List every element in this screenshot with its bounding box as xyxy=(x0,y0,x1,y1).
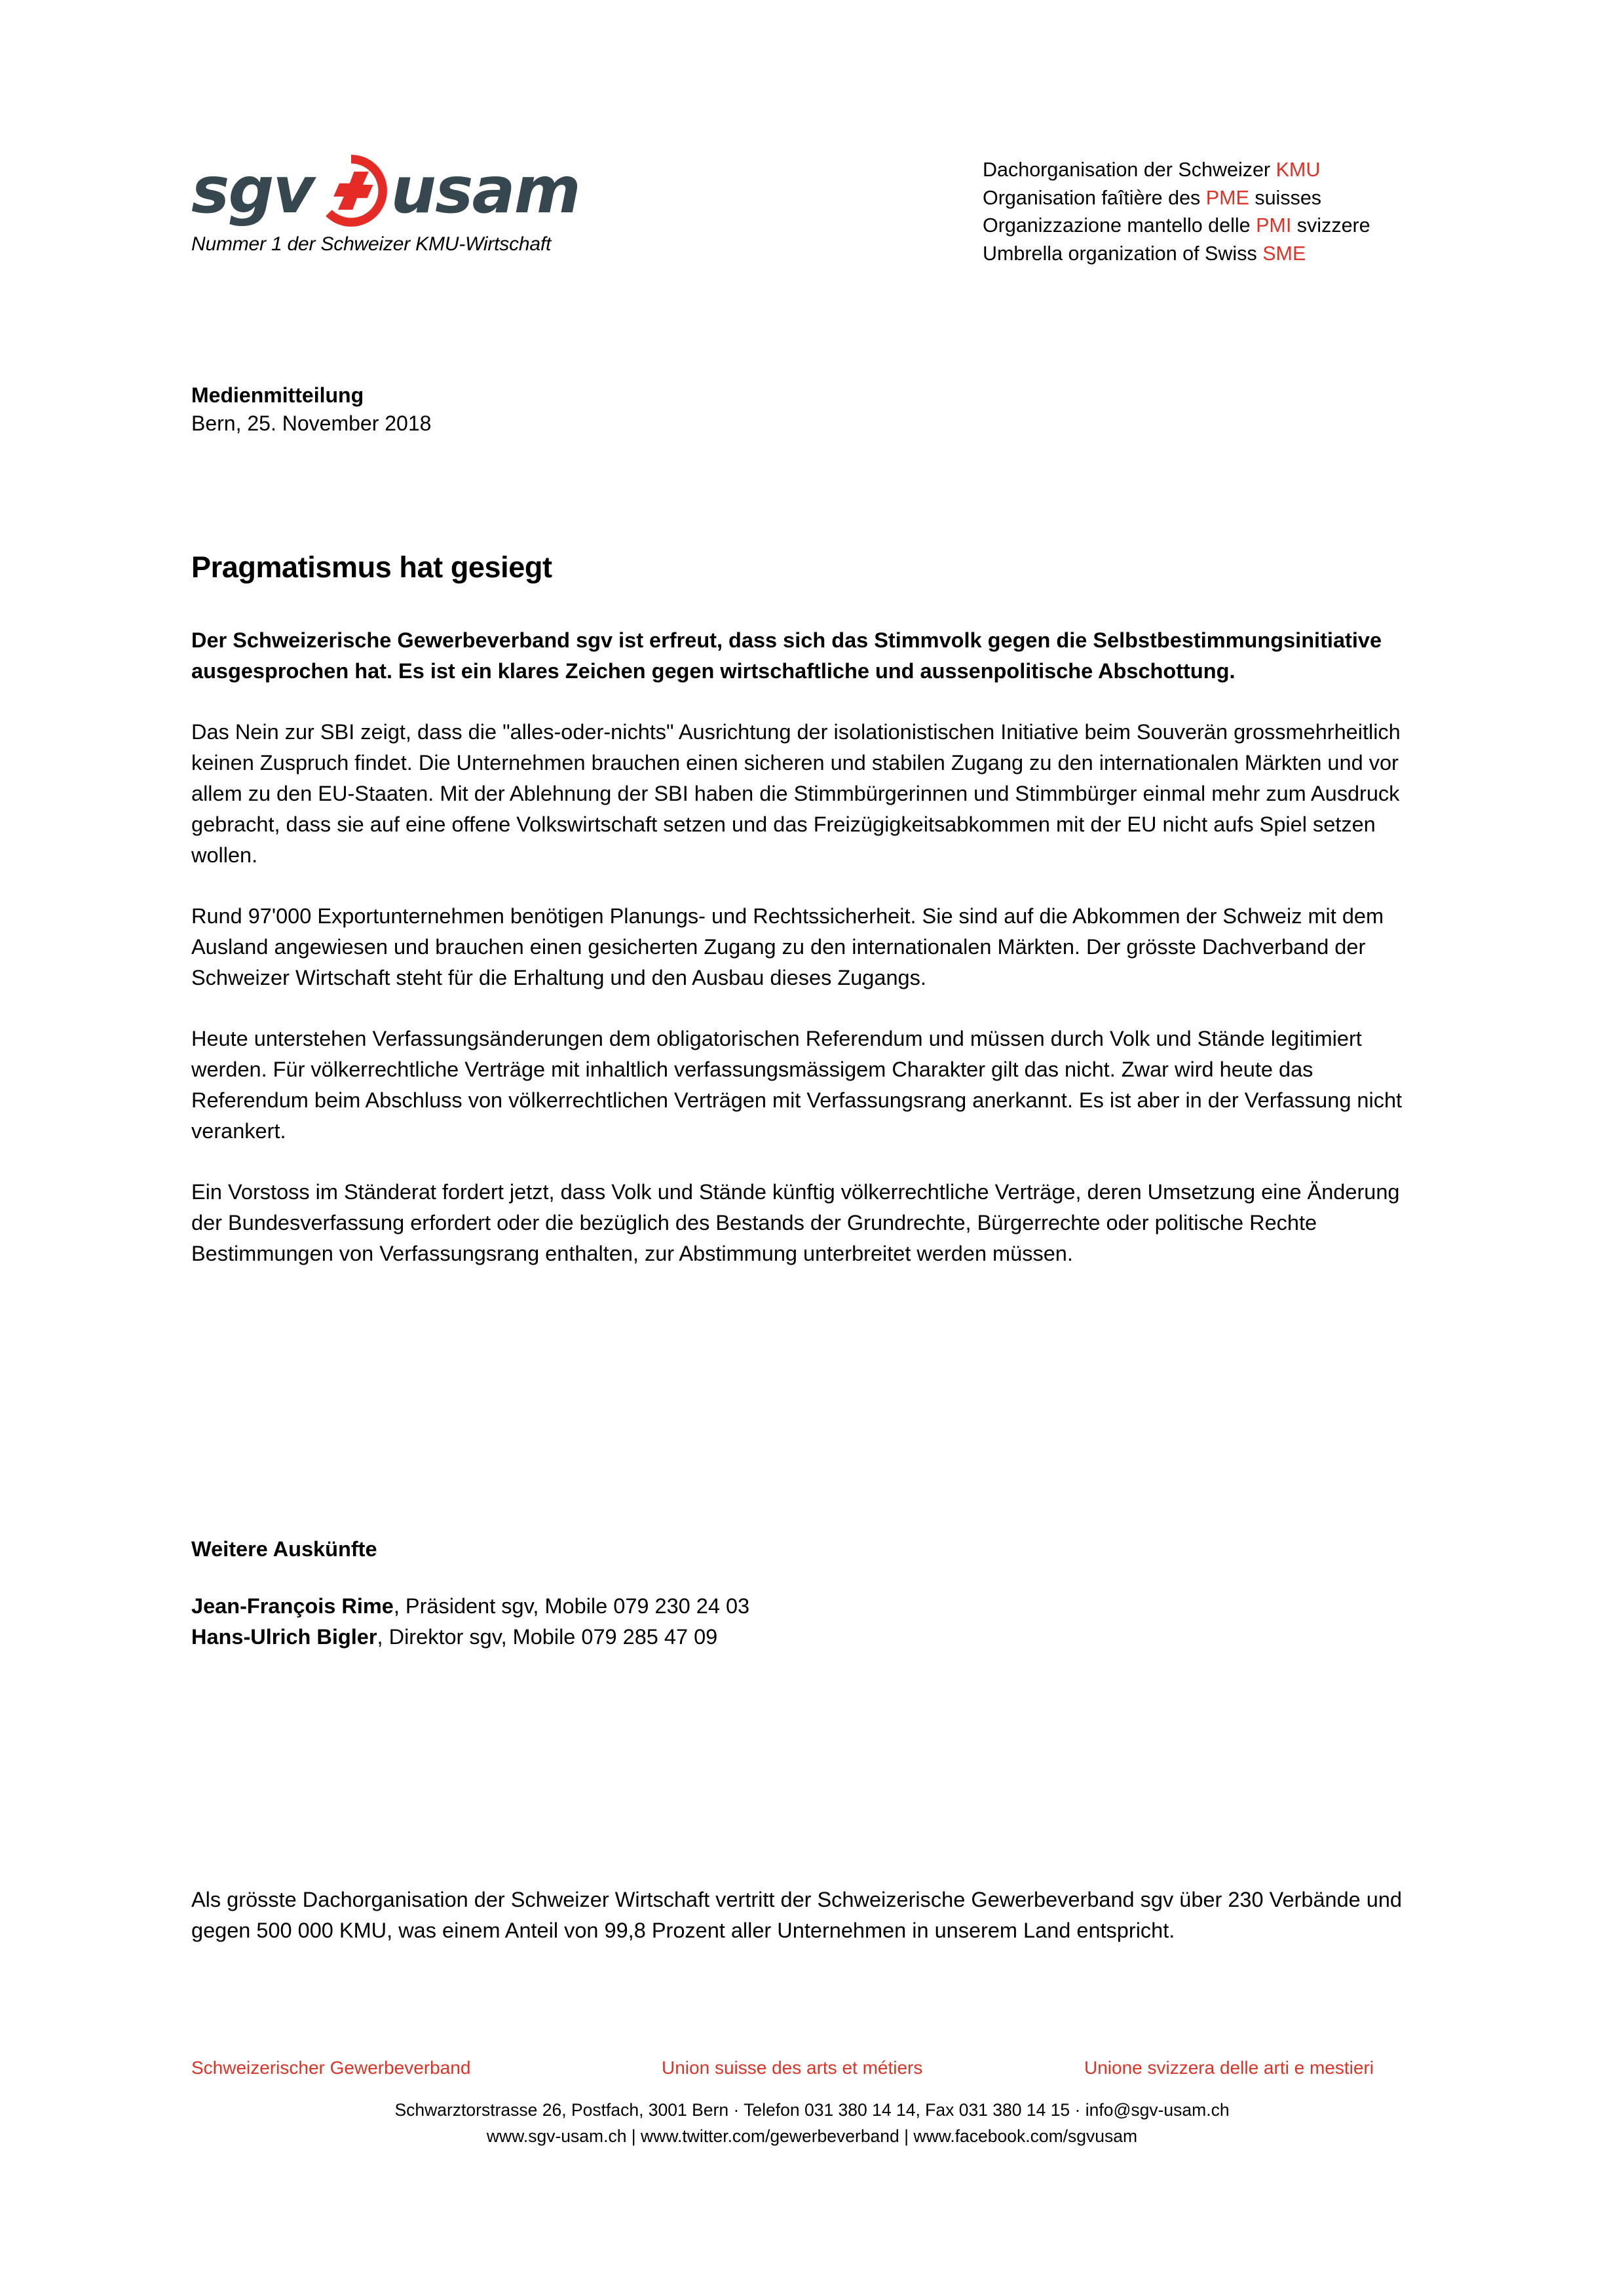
contacts-heading: Weitere Auskünfte xyxy=(191,1537,377,1561)
footer-org-fr: Union suisse des arts et métiers xyxy=(662,2057,923,2078)
org-line-de xyxy=(983,156,1370,184)
boilerplate-paragraph: Als grösste Dachorganisation der Schweizer Wirtschaft vertritt der Schweizerische Gewerbeverband sgv über 230 Verbände und gegen 500 000 KMU, was einem Anteil von 99,8 Prozent aller Unternehmen in unserem Land entspricht. xyxy=(191,1888,1403,1942)
footer-org-it: Unione svizzera delle arti e mestieri xyxy=(1084,2057,1374,2078)
org-line-de-prefix: Dachorganisation der Schweizer xyxy=(983,159,1276,181)
logo-wordmark xyxy=(191,152,580,229)
organization-languages xyxy=(983,156,1370,267)
org-line-de-accent: KMU xyxy=(1275,159,1321,181)
sgv-usam-logo xyxy=(191,152,580,256)
contact-person-1-name: Jean-François Rime xyxy=(191,1594,394,1618)
swiss-cross-ring-emblem xyxy=(314,154,388,227)
org-line-it xyxy=(983,212,1370,240)
contact-person-2-name: Hans-Ulrich Bigler xyxy=(191,1625,377,1649)
footer-address-line: Schwarztorstrasse 26, Postfach, 3001 Bern · Telefon 031 380 14 14, Fax 031 380 14 15 · info@sgv-usam.ch xyxy=(394,2100,1230,2120)
contact-person-1-details: , Präsident sgv, Mobile 079 230 24 03 xyxy=(393,1594,750,1618)
org-line-it-prefix: Organizzazione mantello delle xyxy=(983,214,1256,237)
org-line-en-accent: SME xyxy=(1262,242,1306,265)
footer-org-de: Schweizerischer Gewerbeverband xyxy=(191,2057,471,2078)
contacts-section xyxy=(191,1537,1423,1653)
logo-tagline: Nummer 1 der Schweizer KMU-Wirtschaft xyxy=(191,233,552,255)
org-line-fr-accent: PME xyxy=(1205,186,1249,209)
page-title: Pragmatismus hat gesiegt xyxy=(191,550,552,584)
footer-contact-details xyxy=(0,2097,1624,2149)
contact-person-2-details: , Direktor sgv, Mobile 079 285 47 09 xyxy=(377,1625,718,1649)
masthead xyxy=(191,152,1429,290)
paragraph-4: Ein Vorstoss im Ständerat fordert jetzt, dass Volk und Stände künftig völkerrechtliche Verträge, deren Umsetzung eine Änderung der Bundesverfassung erfordert oder die bezüglich des Bestands der Grundrechte, Bürgerrechte oder politische Rechte Bestimmungen von Verfassungsrang enthalten, zur Abstimmung unterbreitet werden müssen. xyxy=(191,1179,1400,1265)
contact-person-2 xyxy=(191,1622,1423,1653)
article-body xyxy=(191,550,1423,1299)
lead-paragraph: Der Schweizerische Gewerbeverband sgv ist erfreut, dass sich das Stimmvolk gegen die Selbstbestimmungsinitiative ausgesprochen hat. Es ist ein klares Zeichen gegen wirtschaftliche und aussenpolitische Abschottung. xyxy=(191,628,1382,683)
org-line-it-accent: PMI xyxy=(1256,214,1292,237)
org-line-en-prefix: Umbrella organization of Swiss xyxy=(983,242,1263,265)
logo-word-usam: usam xyxy=(390,153,580,228)
page-footer xyxy=(0,2057,1624,2149)
paragraph-1: Das Nein zur SBI zeigt, dass die "alles-oder-nichts" Ausrichtung der isolationistischen Initiative beim Souverän grossmehrheitlich keinen Zuspruch findet. Die Unternehmen brauchen einen sicheren und stabilen Zugang zu den internationalen Märkten und vor allem zu den EU-Staaten. Mit der Ablehnung der SBI haben die Stimmbürgerinnen und Stimmbürger einmal mehr zum Ausdruck gebracht, dass sie auf eine offene Volkswirtschaft setzen und das Freizügigkeitsabkommen mit der EU nicht aufs Spiel setzen wollen. xyxy=(191,719,1401,867)
footer-organization-names xyxy=(0,2057,1624,2088)
org-line-fr-prefix: Organisation faîtière des xyxy=(983,186,1206,209)
org-line-fr-suffix: suisses xyxy=(1249,186,1322,209)
paragraph-2: Rund 97'000 Exportunternehmen benötigen Planungs- und Rechtssicherheit. Sie sind auf die Abkommen der Schweiz mit dem Ausland angewiesen und brauchen einen gesicherten Zugang zu den internationalen Märkten. Der grösste Dachverband der Schweizer Wirtschaft steht für die Erhaltung und den Ausbau dieses Zugangs. xyxy=(191,904,1384,989)
org-line-en xyxy=(983,240,1370,268)
footer-links-line: www.sgv-usam.ch | www.twitter.com/gewerbeverband | www.facebook.com/sgvusam xyxy=(486,2126,1138,2146)
org-line-fr xyxy=(983,184,1370,212)
contact-person-1 xyxy=(191,1591,1423,1622)
org-line-it-suffix: svizzere xyxy=(1291,214,1370,237)
logo-word-sgv: sgv xyxy=(191,153,314,228)
document-meta xyxy=(191,381,431,438)
place-date: Bern, 25. November 2018 xyxy=(191,411,432,435)
document-type-label: Medienmitteilung xyxy=(191,383,364,407)
paragraph-3: Heute unterstehen Verfassungsänderungen dem obligatorischen Referendum und müssen durch Volk und Stände legitimiert werden. Für völkerrechtliche Verträge mit inhaltlich verfassungsmässigem Charakter gilt das nicht. Zwar wird heute das Referendum beim Abschluss von völkerrechtlichen Verträgen mit Verfassungsrang anerkannt. Es ist aber in der Verfassung nicht verankert. xyxy=(191,1026,1403,1143)
